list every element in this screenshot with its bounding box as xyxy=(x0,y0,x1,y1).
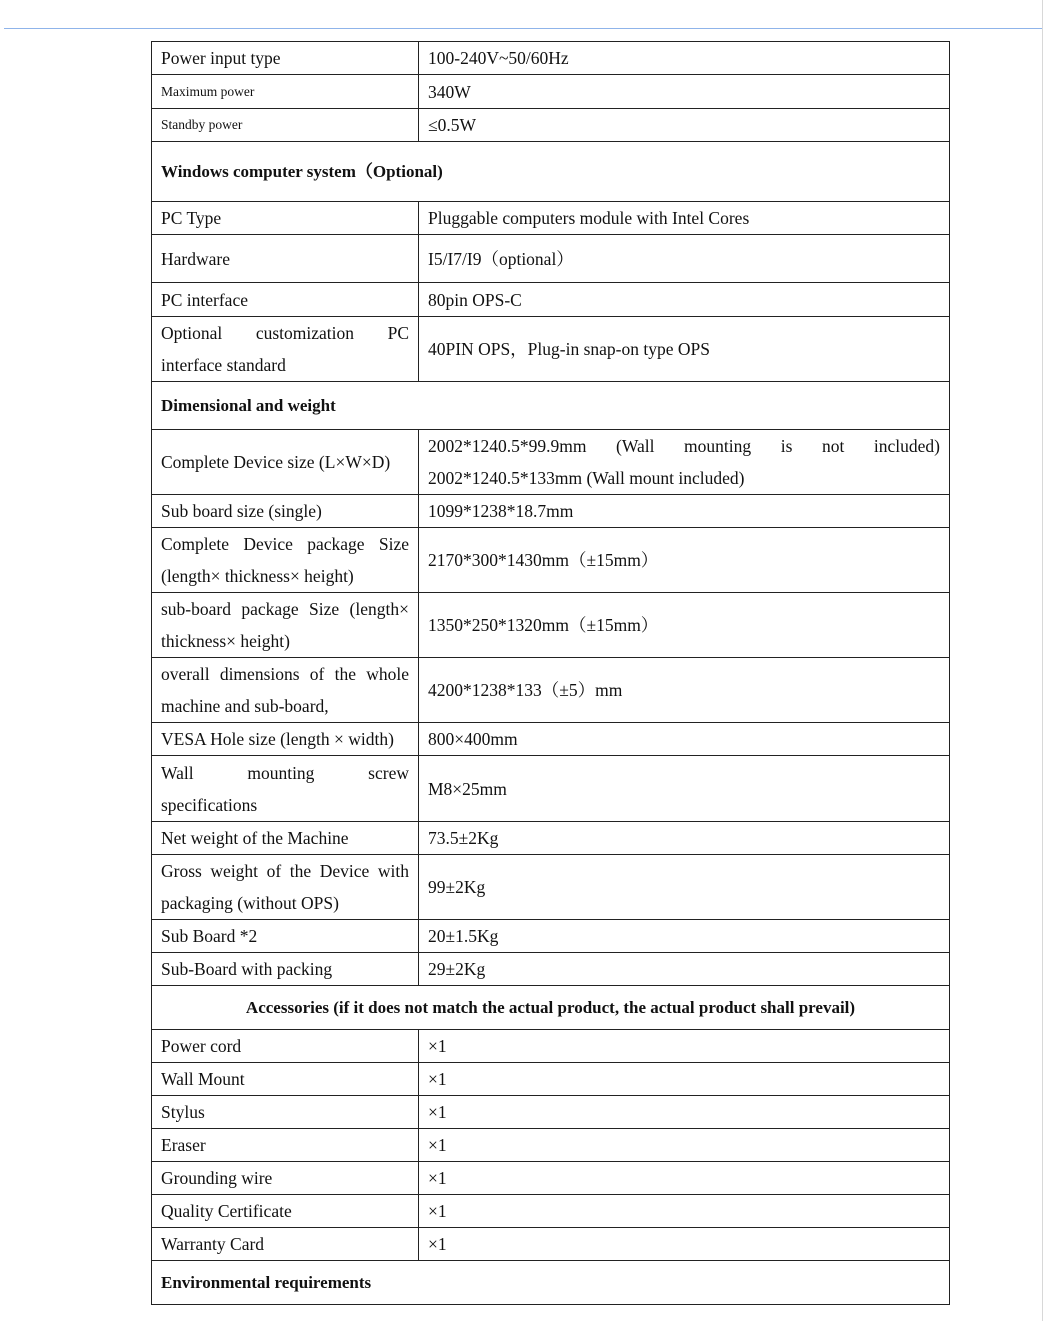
label-cell: Maximum power xyxy=(152,75,419,109)
value-cell: 40PIN OPS，Plug-in snap-on type OPS xyxy=(419,317,950,382)
table-row xyxy=(152,1030,950,1063)
label-cell xyxy=(152,317,419,382)
label-cell: Warranty Card xyxy=(152,1228,419,1261)
value-cell: 73.5±2Kg xyxy=(419,822,950,855)
value-cell: 340W xyxy=(419,75,950,109)
label-cell: Eraser xyxy=(152,1129,419,1162)
label-line: interface standard xyxy=(161,355,286,375)
table-row xyxy=(152,1096,950,1129)
table-row xyxy=(152,920,950,953)
value-cell: 29±2Kg xyxy=(419,953,950,986)
section-row xyxy=(152,986,950,1030)
label-cell: VESA Hole size (length × width) xyxy=(152,723,419,756)
value-cell: 80pin OPS-C xyxy=(419,283,950,317)
label-cell: PC Type xyxy=(152,202,419,235)
label-cell xyxy=(152,855,419,920)
value-cell: ×1 xyxy=(419,1228,950,1261)
label-line: thickness× height) xyxy=(161,631,290,651)
label-cell: Standby power xyxy=(152,109,419,142)
table-row xyxy=(152,202,950,235)
page-right-edge xyxy=(1042,0,1043,1321)
value-cell: Pluggable computers module with Intel Cores xyxy=(419,202,950,235)
table-row xyxy=(152,855,950,920)
section-row xyxy=(152,382,950,430)
table-row xyxy=(152,953,950,986)
value-cell: 100-240V~50/60Hz xyxy=(419,42,950,75)
label-line: sub-board package Size (length× xyxy=(161,599,409,619)
label-cell xyxy=(152,756,419,822)
table-row xyxy=(152,317,950,382)
section-title-accessories: Accessories (if it does not match the actual product, the actual product shall prevail) xyxy=(152,986,950,1030)
section-title-dimensional: Dimensional and weight xyxy=(152,382,950,430)
table-row xyxy=(152,1195,950,1228)
table-row xyxy=(152,723,950,756)
table-row xyxy=(152,1063,950,1096)
label-cell xyxy=(152,593,419,658)
section-title-windows: Windows computer system（Optional) xyxy=(152,142,950,202)
value-cell: I5/I7/I9（optional） xyxy=(419,235,950,283)
label-cell xyxy=(152,658,419,723)
table-row xyxy=(152,1129,950,1162)
value-cell xyxy=(419,430,950,495)
value-cell: ×1 xyxy=(419,1063,950,1096)
label-cell: Power input type xyxy=(152,42,419,75)
table-row xyxy=(152,283,950,317)
label-line: overall dimensions of the whole xyxy=(161,664,409,684)
table-row xyxy=(152,42,950,75)
value-cell: ×1 xyxy=(419,1030,950,1063)
table-row xyxy=(152,756,950,822)
table-row xyxy=(152,658,950,723)
label-cell: Power cord xyxy=(152,1030,419,1063)
table-row xyxy=(152,495,950,528)
label-line: Gross weight of the Device with xyxy=(161,861,409,881)
value-cell: 1099*1238*18.7mm xyxy=(419,495,950,528)
label-cell: Complete Device size (L×W×D) xyxy=(152,430,419,495)
label-cell: Sub-Board with packing xyxy=(152,953,419,986)
label-cell: Sub Board *2 xyxy=(152,920,419,953)
value-line: 2002*1240.5*99.9mm (Wall mounting is not included) xyxy=(428,436,940,456)
table-row xyxy=(152,822,950,855)
section-row xyxy=(152,1261,950,1305)
value-cell: 2170*300*1430mm（±15mm） xyxy=(419,528,950,593)
label-cell: Net weight of the Machine xyxy=(152,822,419,855)
value-cell: ≤0.5W xyxy=(419,109,950,142)
section-row xyxy=(152,142,950,202)
value-cell: 4200*1238*133（±5）mm xyxy=(419,658,950,723)
table-row xyxy=(152,593,950,658)
label-line: specifications xyxy=(161,794,258,815)
label-line: (length× thickness× height) xyxy=(161,566,354,586)
page-top-rule xyxy=(4,28,1043,29)
value-cell: M8×25mm xyxy=(419,756,950,822)
table-row xyxy=(152,1162,950,1195)
label-line: Optional customization PC xyxy=(161,323,409,343)
table-row xyxy=(152,528,950,593)
label-cell: Stylus xyxy=(152,1096,419,1129)
value-cell: 1350*250*1320mm（±15mm） xyxy=(419,593,950,658)
section-title-environmental: Environmental requirements xyxy=(152,1261,950,1305)
value-cell: ×1 xyxy=(419,1195,950,1228)
label-line: Complete Device package Size xyxy=(161,534,409,554)
value-cell: ×1 xyxy=(419,1096,950,1129)
label-cell: Sub board size (single) xyxy=(152,495,419,528)
value-cell: ×1 xyxy=(419,1162,950,1195)
table-row xyxy=(152,75,950,109)
label-line: packaging (without OPS) xyxy=(161,893,339,913)
table-row xyxy=(152,1228,950,1261)
label-cell: Grounding wire xyxy=(152,1162,419,1195)
value-cell: 800×400mm xyxy=(419,723,950,756)
table-row xyxy=(152,235,950,283)
label-line: machine and sub-board, xyxy=(161,696,329,716)
label-cell: Hardware xyxy=(152,235,419,283)
value-cell: 20±1.5Kg xyxy=(419,920,950,953)
table-row xyxy=(152,109,950,142)
label-cell: PC interface xyxy=(152,283,419,317)
value-cell: 99±2Kg xyxy=(419,855,950,920)
label-cell xyxy=(152,528,419,593)
spec-table xyxy=(151,41,950,1305)
value-cell: ×1 xyxy=(419,1129,950,1162)
label-cell: Quality Certificate xyxy=(152,1195,419,1228)
table-row xyxy=(152,430,950,495)
label-line: Wall mounting screw xyxy=(161,762,409,783)
value-line: 2002*1240.5*133mm (Wall mount included) xyxy=(428,468,745,488)
label-cell: Wall Mount xyxy=(152,1063,419,1096)
